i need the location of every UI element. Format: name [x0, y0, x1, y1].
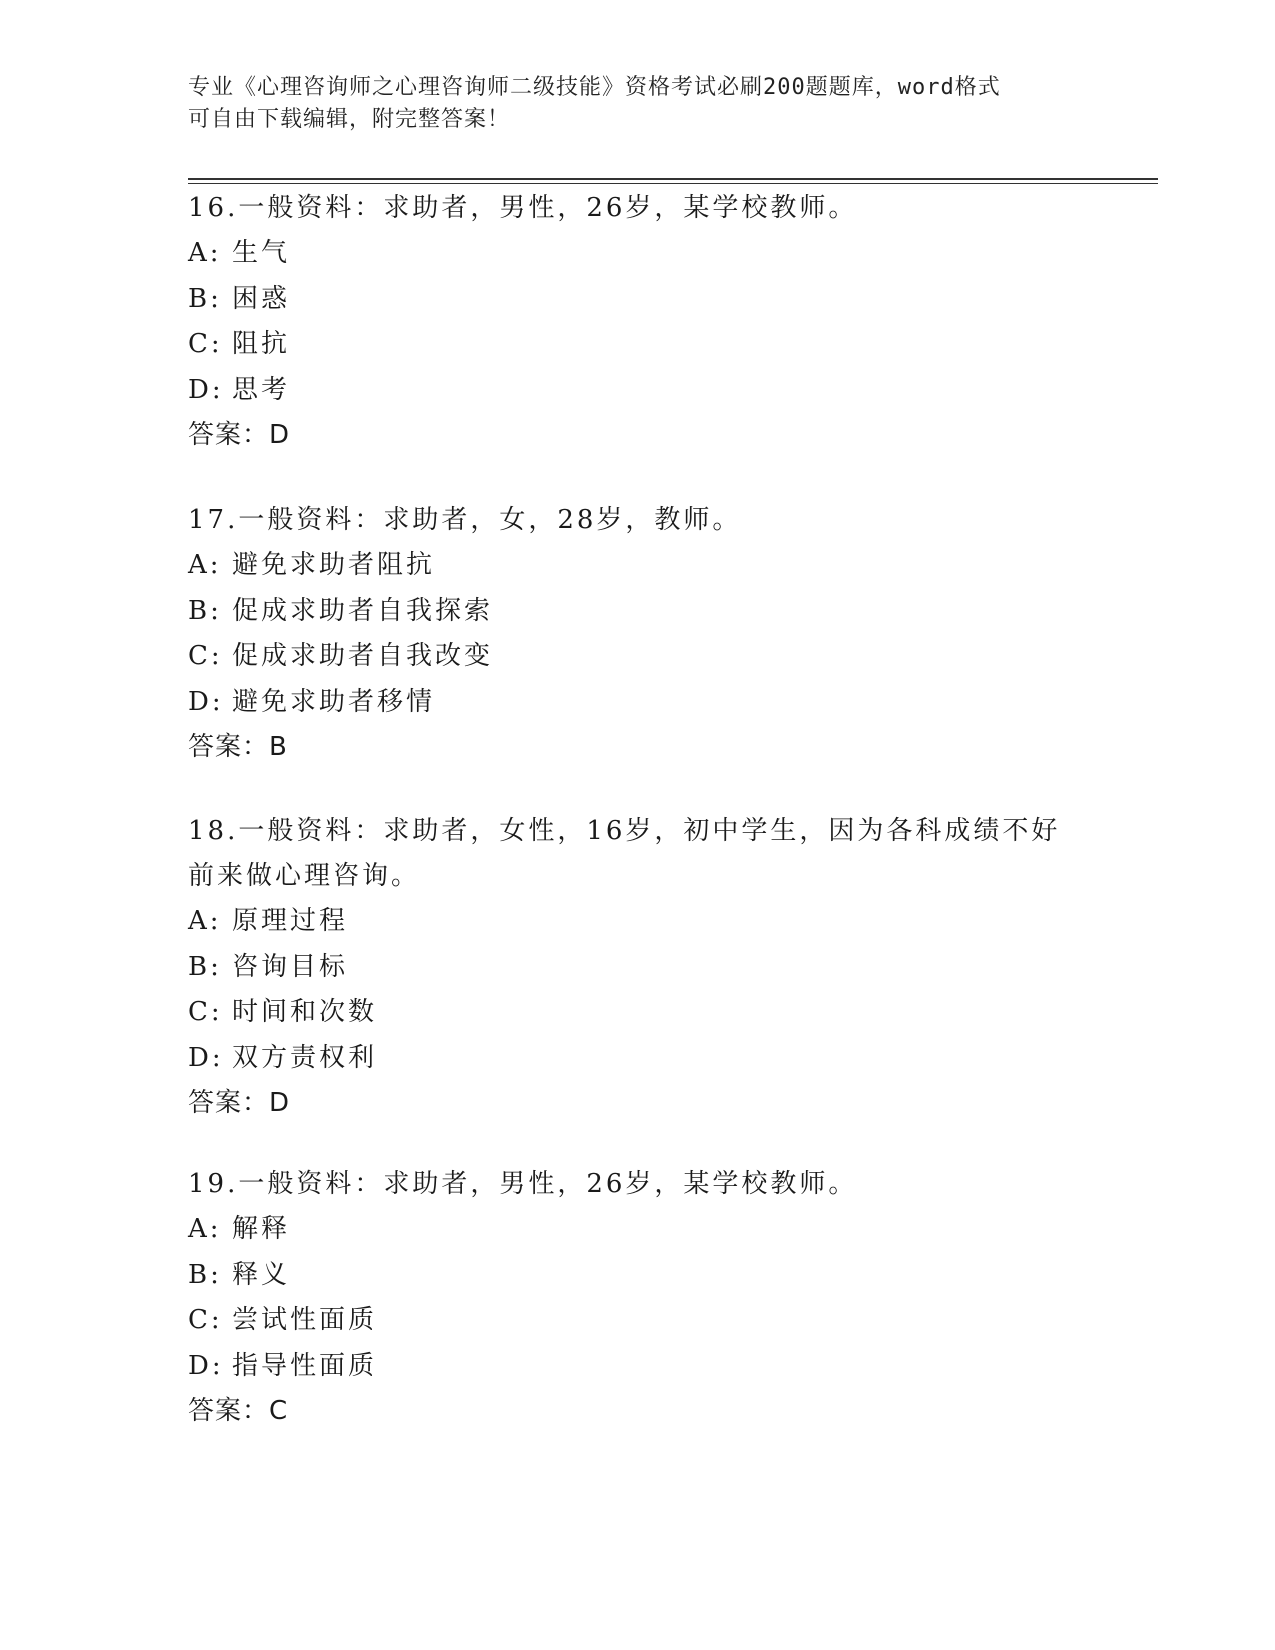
option-text: 咨询目标: [232, 951, 349, 982]
answer-line: 答案：D: [188, 1088, 291, 1118]
option-letter: B:: [188, 951, 222, 982]
answer-line: 答案：B: [188, 732, 288, 762]
header-line-2: 可自由下载编辑，附完整答案！: [188, 107, 511, 132]
option-letter: D:: [188, 1350, 224, 1381]
option-d: [188, 368, 1148, 414]
option-text: 思考: [232, 374, 291, 405]
option-d: [188, 1036, 1148, 1082]
option-text: 释义: [232, 1259, 291, 1290]
option-a: [188, 1207, 1148, 1253]
option-text: 促成求助者自我改变: [232, 641, 494, 671]
option-letter: B:: [188, 1259, 222, 1290]
document-header: [188, 72, 1088, 136]
option-letter: A:: [188, 1214, 222, 1244]
option-a: [188, 543, 1148, 589]
option-b: [188, 945, 1148, 991]
option-text: 原理过程: [232, 906, 349, 936]
option-letter: B:: [188, 595, 222, 626]
option-text: 指导性面质: [232, 1350, 378, 1381]
option-c: [188, 1298, 1148, 1344]
question-stem: 17.一般资料：求助者，女，28岁，教师。: [188, 505, 742, 535]
option-b: [188, 1253, 1148, 1299]
option-text: 促成求助者自我探索: [232, 595, 494, 626]
header-line-1: 专业《心理咨询师之心理咨询师二级技能》资格考试必刷200题题库，word格式: [188, 75, 1001, 100]
answer-line: 答案：C: [188, 1396, 289, 1426]
option-text: 双方责权利: [232, 1042, 378, 1073]
option-text: 困惑: [232, 283, 291, 314]
option-letter: D:: [188, 1042, 224, 1073]
option-letter: D:: [188, 374, 224, 405]
option-letter: B:: [188, 283, 222, 314]
question-stem: 18.一般资料：求助者，女性，16岁，初中学生，因为各科成绩不好前来做心理咨询。: [188, 816, 1061, 891]
option-b: [188, 277, 1148, 323]
option-text: 避免求助者移情: [232, 686, 436, 717]
option-c: [188, 322, 1148, 368]
option-a: [188, 231, 1148, 277]
question-stem: 16.一般资料：求助者，男性，26岁，某学校教师。: [188, 193, 858, 223]
option-d: [188, 680, 1148, 726]
option-text: 避免求助者阻抗: [232, 550, 436, 580]
answer-line: 答案：D: [188, 420, 291, 450]
option-d: [188, 1344, 1148, 1390]
question-18: [188, 809, 1148, 1126]
option-letter: C:: [188, 997, 223, 1027]
question-17: [188, 498, 1148, 770]
option-letter: D:: [188, 686, 224, 717]
header-divider-thin: [188, 183, 1158, 184]
option-text: 解释: [232, 1214, 291, 1244]
option-a: [188, 899, 1148, 945]
option-text: 生气: [232, 238, 291, 268]
question-16: [188, 186, 1148, 458]
option-c: [188, 634, 1148, 680]
option-c: [188, 990, 1148, 1036]
option-text: 尝试性面质: [232, 1305, 378, 1335]
option-letter: C:: [188, 1305, 223, 1335]
question-19: [188, 1162, 1148, 1434]
option-letter: C:: [188, 329, 223, 359]
question-stem: 19.一般资料：求助者，男性，26岁，某学校教师。: [188, 1169, 858, 1199]
option-letter: A:: [188, 238, 222, 268]
option-text: 时间和次数: [232, 997, 378, 1027]
option-text: 阻抗: [232, 329, 291, 359]
option-b: [188, 589, 1148, 635]
option-letter: C:: [188, 641, 223, 671]
header-divider-thick: [188, 178, 1158, 180]
option-letter: A:: [188, 550, 222, 580]
option-letter: A:: [188, 906, 222, 936]
